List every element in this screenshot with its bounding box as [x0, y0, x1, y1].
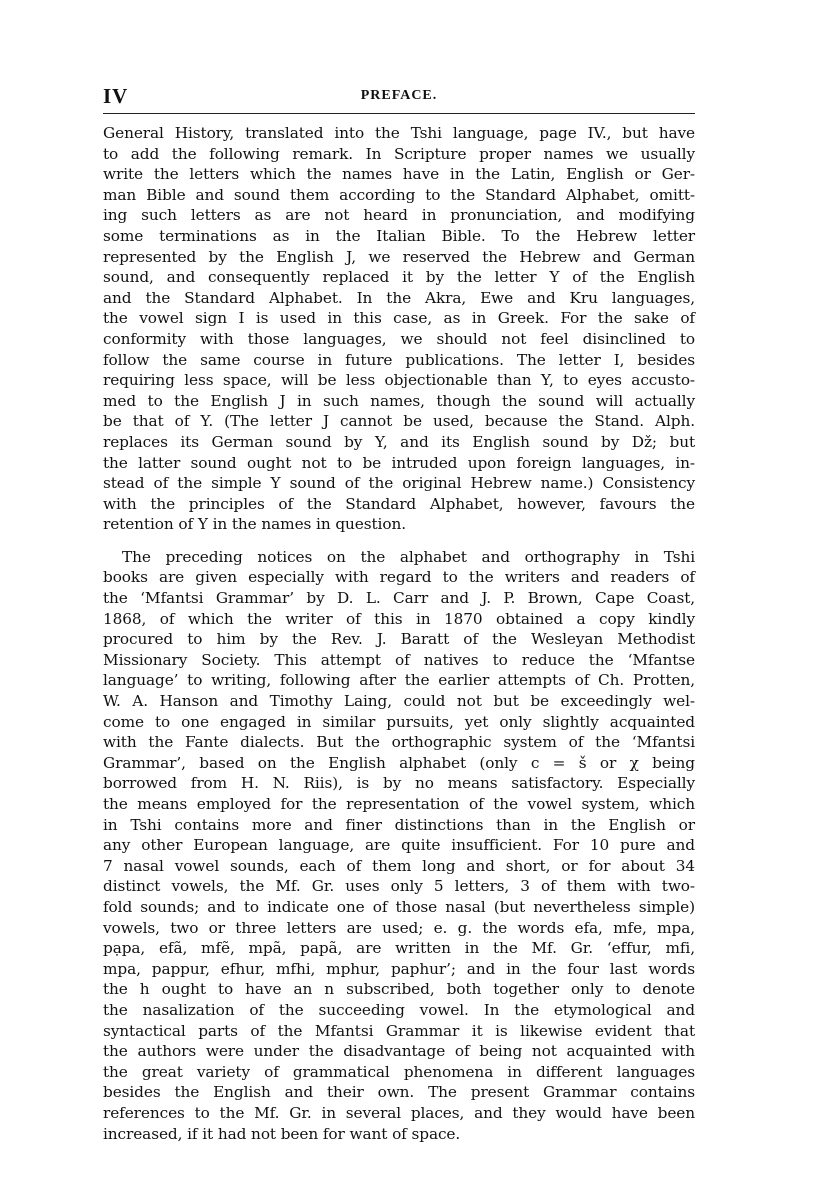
body-text	[103, 123, 695, 1144]
text-line: the ‘Mfantsi Grammar’ by D. L. Carr and J. P. Brown, Cape Coast,	[103, 589, 695, 608]
text-line: sound, and consequently replaced it by the letter Y of the English	[103, 268, 695, 287]
text-line: follow the same course in future publications. The letter I, besides	[103, 350, 695, 369]
text-line: be that of Y. (The letter J cannot be used, because the Stand. Alph.	[103, 412, 695, 431]
text-line: med to the English J in such names, though the sound will actually	[103, 391, 695, 410]
text-line: 1868, of which the writer of this in 1870 obtained a copy kindly	[103, 609, 695, 628]
text-line: besides the English and their own. The present Grammar contains	[103, 1083, 695, 1102]
text-line: procured to him by the Rev. J. Baratt of the Wesleyan Methodist	[103, 630, 695, 649]
text-line: the h ought to have an n subscribed, both together only to denote	[103, 980, 695, 999]
text-line: requiring less space, will be less objectionable than Y, to eyes accusto-	[103, 371, 695, 390]
text-line: 7 nasal vowel sounds, each of them long and short, or for about 34	[103, 856, 695, 875]
text-line: write the letters which the names have in the Latin, English or Ger-	[103, 165, 695, 184]
text-line: General History, translated into the Tshi language, page IV., but have	[103, 124, 695, 142]
text-line: increased, if it had not been for want of space.	[103, 1124, 461, 1143]
text-line: books are given especially with regard to the writers and readers of	[103, 568, 695, 587]
text-line: with the principles of the Standard Alphabet, however, favours the	[103, 494, 695, 513]
paragraph-1	[103, 123, 695, 535]
text-line: come to one engaged in similar pursuits, yet only slightly acquainted	[103, 712, 695, 731]
text-line: the means employed for the representation of the vowel system, which	[103, 795, 695, 813]
page-header	[103, 84, 695, 112]
text-line: Grammar’, based on the English alphabet (only c = š or χ being	[103, 753, 695, 772]
paragraph-gap	[103, 535, 695, 547]
text-line: ing such letters as are not heard in pronunciation, and modifying	[103, 206, 695, 225]
text-line: man Bible and sound them according to the Standard Alphabet, omitt-	[103, 185, 695, 204]
text-line: any other European language, are quite insufficient. For 10 pure and	[103, 836, 695, 855]
text-line: vowels, two or three letters are used; e. g. the words efa, mfe, mpa,	[103, 918, 695, 937]
text-line: fold sounds; and to indicate one of those nasal (but nevertheless simple)	[103, 897, 695, 916]
text-line: in Tshi contains more and finer distinctions than in the English or	[103, 815, 695, 834]
text-line: the great variety of grammatical phenomena in different languages	[103, 1062, 695, 1081]
text-line: some terminations as in the Italian Bible. To the Hebrew letter	[103, 226, 695, 245]
text-line: Missionary Society. This attempt of natives to reduce the ‘Mfantse	[103, 650, 695, 669]
text-line: with the Fante dialects. But the orthographic system of the ‘Mfantsi	[103, 733, 695, 752]
text-line: language’ to writing, following after the earlier attempts of Ch. Protten,	[103, 671, 695, 690]
text-line: the vowel sign I is used in this case, as in Greek. For the sake of	[103, 309, 695, 328]
paragraph-2	[103, 547, 695, 1144]
text-line: the nasalization of the succeeding vowel. In the etymological and	[103, 1000, 695, 1019]
text-line: distinct vowels, the Mf. Gr. uses only 5 letters, 3 of them with two-	[103, 877, 695, 896]
text-line: stead of the simple Y sound of the original Hebrew name.) Consistency	[103, 474, 695, 493]
text-line: to add the following remark. In Scripture proper names we usually	[103, 144, 695, 163]
header-rule	[103, 113, 695, 114]
text-line: references to the Mf. Gr. in several places, and they would have been	[103, 1103, 695, 1122]
text-line: the authors were under the disadvantage of being not acquainted with	[103, 1042, 695, 1061]
text-line: pạpa, efã, mfẽ, mpã, papã, are written in the Mf. Gr. ‘effur, mfi,	[103, 939, 695, 958]
text-line: replaces its German sound by Y, and its English sound by Dž; but	[103, 432, 695, 451]
text-line: borrowed from H. N. Riis), is by no means satisfactory. Especially	[103, 774, 695, 793]
text-line: and the Standard Alphabet. In the Akra, Ewe and Kru languages,	[103, 288, 695, 307]
page-number: IV	[103, 84, 129, 108]
text-line: represented by the English J, we reserved the Hebrew and German	[103, 247, 695, 266]
text-line: retention of Y in the names in question.	[103, 515, 406, 534]
text-line: syntactical parts of the Mfantsi Grammar it is likewise evident that	[103, 1021, 695, 1040]
running-title: PREFACE.	[360, 88, 438, 103]
text-line: conformity with those languages, we should not feel disinclined to	[103, 329, 695, 348]
text-line: mpa, pappur, efhur, mfhi, mphur, paphur’; and in the four last words	[103, 959, 695, 978]
text-line: W. A. Hanson and Timothy Laing, could not but be exceedingly wel-	[103, 692, 695, 711]
text-line: The preceding notices on the alphabet and orthography in Tshi	[122, 547, 695, 566]
text-line: the latter sound ought not to be intruded upon foreign languages, in-	[103, 453, 695, 472]
